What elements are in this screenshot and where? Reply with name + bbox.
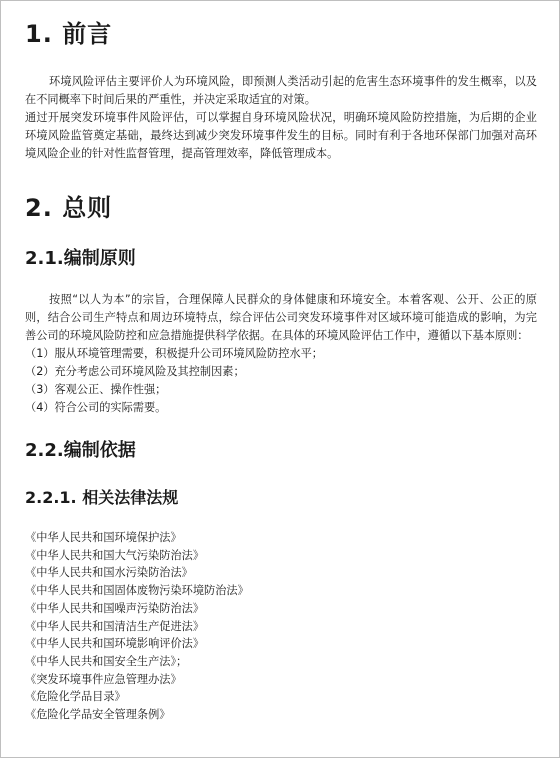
heading-principles-title: 编制原则 xyxy=(63,248,136,269)
document-page xyxy=(25,15,537,724)
list-item: （1）服从环境管理需要，积极提升公司环境风险防控水平； xyxy=(25,347,323,360)
list-item: 《中华人民共和国大气污染防治法》 xyxy=(25,548,205,562)
principles-intro: 按照“以人为本”的宗旨，合理保障人民群众的身体健康和环境安全。本着客观、公开、公正的原则，结合公司生产特点和周边环境特点，综合评估公司突发环境事件对区域环境可能造成的影响，为完善公司的环境风险防控和应急措施提供科学依据。在具体的环境风险评估工作中，遵循以下基本原则： xyxy=(25,293,537,342)
heading-laws-title: 相关法律法规 xyxy=(82,488,179,507)
list-item: 《危险化学品目录》 xyxy=(25,690,126,704)
heading-general-title: 总则 xyxy=(62,194,113,222)
heading-basis xyxy=(25,439,537,463)
principles-list xyxy=(25,345,537,417)
heading-laws xyxy=(25,487,537,509)
list-item: 《中华人民共和国环境保护法》 xyxy=(25,531,182,544)
intro-paragraph-2: 通过开展突发环境事件风险评估，可以掌握自身环境风险状况，明确环境风险防控措施，为后期的企业环境风险监管奠定基础，最终达到减少突发环境事件发生的目标。同时有利于各地环保部门加强对高环境风险企业的针对性监督管理，提高管理效率，降低管理成本。 xyxy=(25,111,537,160)
list-item: 《中华人民共和国水污染防治法》 xyxy=(25,566,193,580)
list-item: 《危险化学品安全管理条例》 xyxy=(25,708,171,722)
list-item: 《中华人民共和国噪声污染防治法》 xyxy=(25,601,205,615)
list-item: 《突发环境事件应急管理办法》 xyxy=(25,672,182,686)
list-item: 《中华人民共和国环境影响评价法》 xyxy=(25,637,205,651)
list-item: （3）客观公正、操作性强； xyxy=(25,383,167,396)
heading-general xyxy=(25,193,537,223)
heading-principles-number: 2.1. xyxy=(25,248,64,269)
heading-basis-number: 2.2. xyxy=(25,440,64,461)
list-item: （2）充分考虑公司环境风险及其控制因素； xyxy=(25,365,245,378)
list-item: 《中华人民共和国固体废物污染环境防治法》 xyxy=(25,584,249,598)
list-item: 《中华人民共和国清洁生产促进法》 xyxy=(25,619,205,633)
heading-basis-title: 编制依据 xyxy=(63,440,136,461)
laws-list xyxy=(25,529,537,724)
heading-principles xyxy=(25,247,537,271)
list-item: （4）符合公司的实际需要。 xyxy=(25,401,167,414)
heading-intro xyxy=(25,19,537,49)
heading-intro-title: 前言 xyxy=(62,20,113,48)
intro-paragraph-1: 环境风险评估主要评价人为环境风险，即预测人类活动引起的危害生态环境事件的发生概率，以及在不同概率下时间后果的严重性，并决定采取适宜的对策。 xyxy=(25,75,537,106)
heading-laws-number: 2.2.1. xyxy=(25,488,77,507)
heading-intro-number: 1. xyxy=(25,20,53,48)
heading-general-number: 2. xyxy=(25,194,53,222)
list-item: 《中华人民共和国安全生产法》； xyxy=(25,654,188,668)
